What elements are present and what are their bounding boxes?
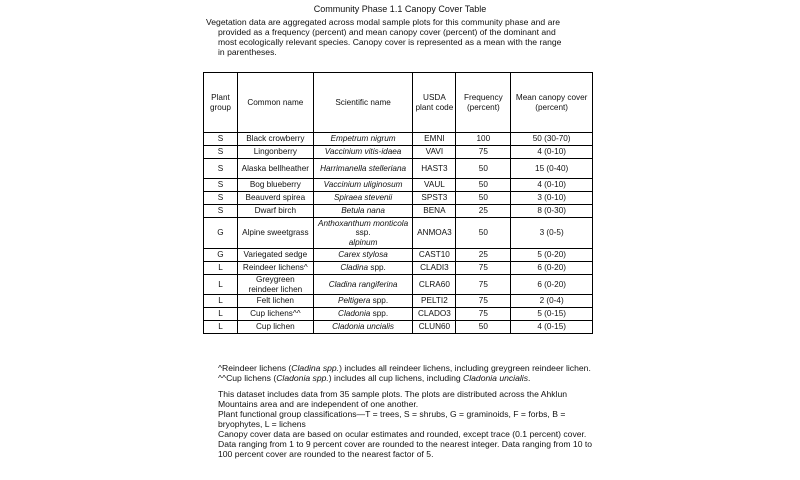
note-text: ^Reindeer lichens (: [218, 363, 292, 373]
table-row: [204, 179, 593, 192]
cell-scientific: [313, 321, 413, 334]
cell-cover: 5 (0-15): [511, 308, 593, 321]
cell-group: G: [204, 249, 238, 262]
cell-code: CLADO3: [413, 308, 456, 321]
table-row: [204, 146, 593, 159]
sci-text: Vaccinium uliginosum: [323, 180, 403, 190]
cell-scientific: [313, 192, 413, 205]
cell-group: G: [204, 218, 238, 249]
cell-frequency: 75: [456, 275, 511, 295]
cell-frequency: 75: [456, 295, 511, 308]
cell-group: L: [204, 295, 238, 308]
intro-line: in parentheses.: [218, 47, 277, 57]
cell-frequency: 25: [456, 205, 511, 218]
cell-code: CAST10: [413, 249, 456, 262]
sci-text-tail: alpinum: [348, 237, 378, 247]
header-canopy-cover: Mean canopy cover (percent): [511, 73, 593, 133]
cell-frequency: 50: [456, 321, 511, 334]
intro-line: provided as a frequency (percent) and mean canopy cover (percent) of the dominant and: [218, 27, 556, 37]
cell-code: CLRA60: [413, 275, 456, 295]
cell-scientific: [313, 146, 413, 159]
header-usda-code: USDA plant code: [413, 73, 456, 133]
cell-cover: 4 (0-10): [511, 146, 593, 159]
sci-text: Anthoxanthum monticola: [318, 218, 409, 228]
footnote-cup: [206, 373, 596, 383]
cell-code: SPST3: [413, 192, 456, 205]
cell-scientific: [313, 295, 413, 308]
header-scientific-name: Scientific name: [313, 73, 413, 133]
cell-cover: 4 (0-10): [511, 179, 593, 192]
cell-common: Reindeer lichens^: [237, 262, 313, 275]
cell-frequency: 25: [456, 249, 511, 262]
table-row: [204, 133, 593, 146]
table-row: [204, 275, 593, 295]
cell-common: Bog blueberry: [237, 179, 313, 192]
cell-group: S: [204, 179, 238, 192]
cell-frequency: 75: [456, 262, 511, 275]
cell-group: L: [204, 275, 238, 295]
cell-cover: 15 (0-40): [511, 159, 593, 179]
cell-code: CLADI3: [413, 262, 456, 275]
table-row: [204, 249, 593, 262]
sci-text: Betula nana: [341, 206, 385, 216]
cell-frequency: 50: [456, 179, 511, 192]
intro-paragraph: [206, 17, 592, 57]
cell-group: L: [204, 308, 238, 321]
sci-text: Spiraea stevenii: [333, 193, 393, 203]
cell-code: EMNI: [413, 133, 456, 146]
sci-text: Cladina rangiferina: [328, 279, 398, 289]
canopy-cover-table: [203, 72, 593, 334]
cell-scientific: [313, 179, 413, 192]
footnote-reindeer: [206, 363, 596, 373]
sci-suffix: spp.: [370, 309, 389, 319]
cell-common: Beauverd spirea: [237, 192, 313, 205]
table-row: [204, 321, 593, 334]
cell-common: Lingonberry: [237, 146, 313, 159]
cell-common: Cup lichen: [237, 321, 313, 334]
cell-common: Greygreen reindeer lichen: [237, 275, 313, 295]
header-plant-group: Plant group: [204, 73, 238, 133]
cell-group: S: [204, 159, 238, 179]
sci-text: Empetrum nigrum: [330, 134, 396, 144]
cell-scientific: [313, 275, 413, 295]
intro-line: most ecologically relevant species. Canopy cover is represented as a mean with the range: [218, 37, 562, 47]
table-row: [204, 159, 593, 179]
sci-text: Cladonia uncialis: [332, 322, 395, 332]
cell-code: ANMOA3: [413, 218, 456, 249]
sci-text: Harrimanella stelleriana: [320, 163, 407, 173]
cell-scientific: [313, 205, 413, 218]
cell-common: Variegated sedge: [237, 249, 313, 262]
cell-frequency: 100: [456, 133, 511, 146]
cell-frequency: 50: [456, 218, 511, 249]
table-header-row: [204, 73, 593, 133]
cell-frequency: 75: [456, 146, 511, 159]
cell-common: Cup lichens^^: [237, 308, 313, 321]
cell-cover: 8 (0-30): [511, 205, 593, 218]
cell-scientific: [313, 249, 413, 262]
cell-code: HAST3: [413, 159, 456, 179]
cell-scientific: [313, 133, 413, 146]
cell-common: Black crowberry: [237, 133, 313, 146]
cell-group: L: [204, 321, 238, 334]
cell-group: S: [204, 146, 238, 159]
sci-suffix: spp.: [368, 263, 386, 273]
note-text: ) includes all reindeer lichens, including greygreen reindeer lichen.: [339, 363, 591, 373]
cell-group: S: [204, 133, 238, 146]
sci-text: Peltigera: [338, 296, 371, 306]
cell-cover: 6 (0-20): [511, 262, 593, 275]
note-functional-groups: Plant functional group classifications—T = trees, S = shrubs, G = graminoids, F = forbs, B = bryophytes, L = lichens: [218, 409, 566, 429]
cell-group: S: [204, 192, 238, 205]
cell-cover: 50 (30-70): [511, 133, 593, 146]
header-frequency: Frequency (percent): [456, 73, 511, 133]
cell-common: Alaska bellheather: [237, 159, 313, 179]
cell-frequency: 50: [456, 159, 511, 179]
table-row: [204, 205, 593, 218]
note-text: ^^Cup lichens (: [218, 373, 277, 383]
sci-suffix: ssp.: [355, 228, 371, 238]
header-common-name: Common name: [237, 73, 313, 133]
table-row: [204, 218, 593, 249]
cell-code: CLUN60: [413, 321, 456, 334]
footnotes: [206, 363, 596, 459]
table-row: [204, 262, 593, 275]
sci-text: Cladina: [340, 263, 369, 273]
cell-cover: 5 (0-20): [511, 249, 593, 262]
intro-line: Vegetation data are aggregated across modal sample plots for this community phase and are: [206, 17, 560, 27]
cell-code: BENA: [413, 205, 456, 218]
cell-group: L: [204, 262, 238, 275]
note-text: ) includes all cup lichens, including: [328, 373, 464, 383]
note-dataset: This dataset includes data from 35 sample plots. The plots are distributed across the Ahklun Mountains area and are independent of one another.: [218, 389, 568, 409]
cell-cover: 3 (0-5): [511, 218, 593, 249]
note-sci-name: Cladina spp.: [291, 363, 340, 373]
table-row: [204, 192, 593, 205]
table-row: [204, 295, 593, 308]
sci-text: Vaccinium vitis-idaea: [324, 147, 402, 157]
cell-common: Alpine sweetgrass: [237, 218, 313, 249]
cell-code: VAVI: [413, 146, 456, 159]
cell-group: S: [204, 205, 238, 218]
cell-code: VAUL: [413, 179, 456, 192]
cell-frequency: 50: [456, 192, 511, 205]
cell-common: Felt lichen: [237, 295, 313, 308]
sci-text: Carex stylosa: [338, 250, 388, 260]
cell-cover: 6 (0-20): [511, 275, 593, 295]
note-sci-name: Cladonia spp.: [276, 373, 329, 383]
cell-frequency: 75: [456, 308, 511, 321]
cell-scientific: [313, 159, 413, 179]
cell-common: Dwarf birch: [237, 205, 313, 218]
note-sci-name: Cladonia uncialis: [463, 373, 528, 383]
note-text: .: [528, 373, 531, 383]
note-canopy-cover: Canopy cover data are based on ocular estimates and rounded, except trace (0.1 percent) cover. Data ranging from 1 to 9 percent cover are rounded to the nearest integer. Data ranging from 10 to 100 percent cover are rounded to the nearest factor of 5.: [218, 429, 593, 459]
cell-scientific: [313, 308, 413, 321]
cell-scientific: [313, 218, 413, 249]
cell-code: PELTI2: [413, 295, 456, 308]
page-title: Community Phase 1.1 Canopy Cover Table: [313, 4, 487, 14]
cell-scientific: [313, 262, 413, 275]
table-row: [204, 308, 593, 321]
cell-cover: 4 (0-15): [511, 321, 593, 334]
cell-cover: 2 (0-4): [511, 295, 593, 308]
cell-cover: 3 (0-10): [511, 192, 593, 205]
sci-text: Cladonia: [338, 309, 371, 319]
sci-suffix: spp.: [370, 296, 389, 306]
